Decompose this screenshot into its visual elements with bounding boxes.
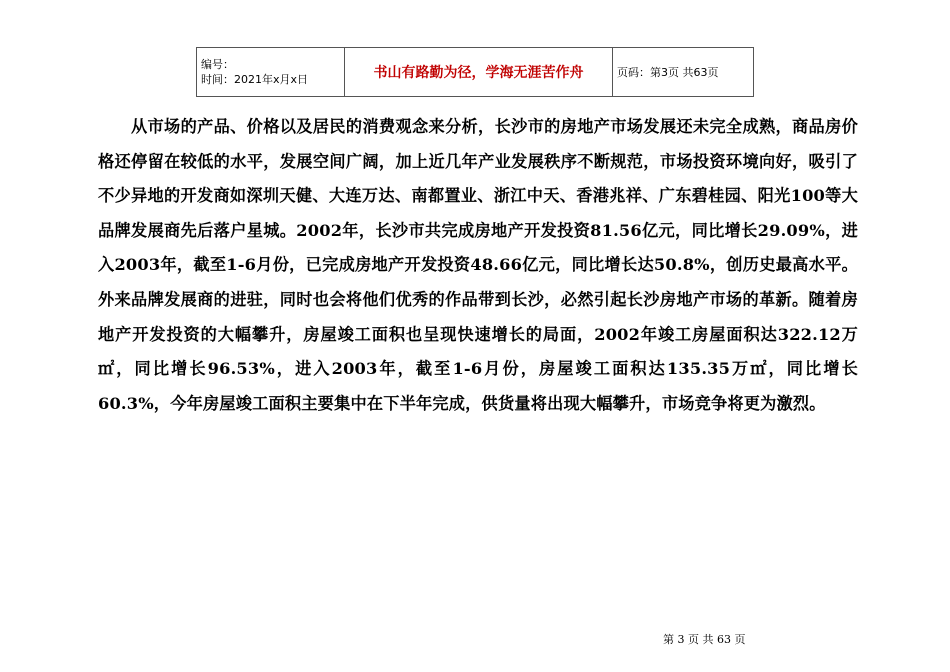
document-time-label: 时间：2021年x月x日: [201, 73, 309, 86]
body-paragraph: 从市场的产品、价格以及居民的消费观念来分析，长沙市的房地产市场发展还未完全成熟，商品房价格还停留在较低的水平，发展空间广阔，加上近几年产业发展秩序不断规范，市场投资环境向好，吸引了不少异地的开发商如深圳天健、大连万达、南都置业、浙江中天、香港兆祥、广东碧桂园、阳光100等大品牌发展商先后落户星城。2002年，长沙市共完成房地产开发投资81.56亿元，同比增长29.09%，进入2003年，截至1-6月份，已完成房地产开发投资48.66亿元，同比增长达50.8%，创历史最高水平。外来品牌发展商的进驻，同时也会将他们优秀的作品带到长沙，必然引起长沙房地产市场的革新。随着房地产开发投资的大幅攀升，房屋竣工面积也呈现快速增长的局面，2002年竣工房屋面积达322.12万㎡，同比增长96.53%，进入2003年，截至1-6月份，房屋竣工面积达135.35万㎡，同比增长60.3%，今年房屋竣工面积主要集中在下半年完成，供货量将出现大幅攀升，市场竞争将更为激烈。: [98, 117, 858, 413]
page-footer: 第 3 页 共 63 页: [663, 633, 746, 646]
document-number-label: 编号：: [201, 58, 234, 71]
header-motto: 书山有路勤为径，学海无涯苦作舟: [345, 48, 613, 97]
header-info-cell: [197, 48, 345, 97]
document-header-table: [196, 47, 754, 97]
header-page-code: 页码：第3页 共63页: [613, 48, 754, 97]
document-body: [98, 110, 858, 421]
